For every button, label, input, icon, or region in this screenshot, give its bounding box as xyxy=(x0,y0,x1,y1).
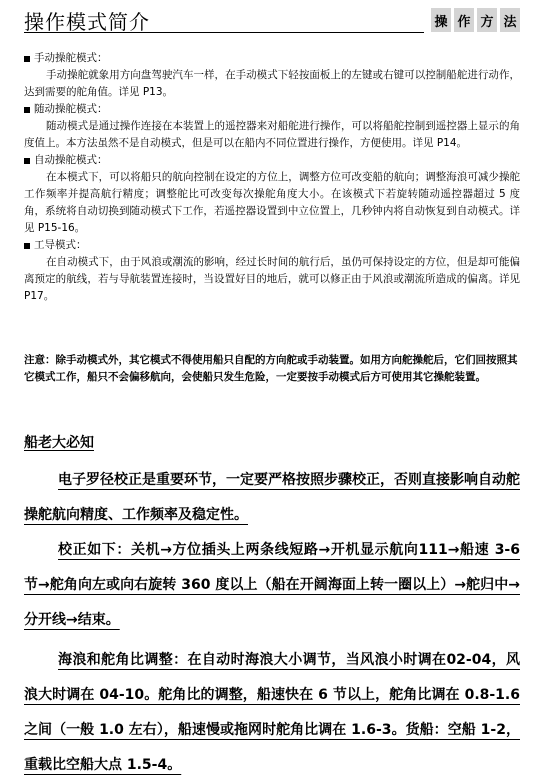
section-body: 随动模式是通过操作连接在本装置上的遥控器来对船舵进行操作，可以将船舵控制到遥控器上显示的角度值上。本方法虽然不是自动模式，但是可以在船内不同位置进行操作，方便使用。详见 P14。 xyxy=(24,120,520,149)
mode-section xyxy=(24,50,520,101)
page-title: 操作模式简介 xyxy=(24,10,150,34)
warning-note: 注意：除手动模式外，其它模式不得使用船只自配的方向舵或手动装置。如用方向舵操舵后，它们回按照其它模式工作，船只不会偏移航向，会使船只发生危险，一定要按手动模式后方可使用其它操舵装置。 xyxy=(24,354,518,383)
tab-char: 方 xyxy=(477,8,497,32)
page-header xyxy=(24,6,520,36)
square-bullet-icon xyxy=(24,107,30,113)
mode-section xyxy=(24,237,520,305)
captain-heading: 船老大必知 xyxy=(24,435,94,451)
section-heading xyxy=(24,50,520,67)
calibration-steps-paragraph: 校正如下：关机→方位插头上两条线短路→开机显示航向111→船速 3-6 节→舵角向左或向右旋转 360 度以上（船在开阔海面上转一圈以上）→舵归中→分开线→结束。 xyxy=(24,542,520,628)
section-heading xyxy=(24,101,520,118)
tab-char: 操 xyxy=(431,8,451,32)
section-heading-text: 随动操舵模式： xyxy=(34,103,108,115)
compass-calibration-paragraph: 电子罗径校正是重要环节，一定要严格按照步骤校正，否则直接影响自动舵操舵航向精度、工作频率及稳定性。 xyxy=(24,472,520,523)
tab-char: 作 xyxy=(454,8,474,32)
section-heading-text: 工导模式： xyxy=(34,239,87,251)
mode-sections xyxy=(24,50,520,305)
square-bullet-icon xyxy=(24,243,30,249)
section-body: 在自动模式下，由于风浪或潮流的影响，经过长时间的航行后，虽仍可保持设定的方位，但是却可能偏离预定的航线，若与导航装置连接时，当设置好目的地后，就可以修正由于风浪或潮流所造成的偏离。详见 P17。 xyxy=(24,256,520,302)
mode-section xyxy=(24,101,520,152)
section-heading-text: 自动操舵模式： xyxy=(34,154,108,166)
section-heading xyxy=(24,152,520,169)
section-tabs xyxy=(431,8,520,32)
section-body: 手动操舵就象用方向盘驾驶汽车一样，在手动模式下轻按面板上的左键或右键可以控制船舵进行动作，达到需要的舵角值。详见 P13。 xyxy=(24,69,520,98)
section-body: 在本模式下，可以将船只的航向控制在设定的方位上，调整方位可改变船的航向；调整海浪可减少操舵工作频率并提高航行精度；调整舵比可改变每次操舵角度大小。在该模式下若旋转随动遥控器超过 5 度角，系统将自动切换到随动模式下工作，若遥控器设置到中立位置上，几秒钟内将自动恢复到自动模式。详见 P15-16。 xyxy=(24,171,520,234)
square-bullet-icon xyxy=(24,158,30,164)
tab-char: 法 xyxy=(500,8,520,32)
title-rule xyxy=(24,32,424,33)
rudder-ratio-paragraph: 海浪和舵角比调整：在自动时海浪大小调节，当风浪小时调在02-04，风浪大时调在 04-10。舵角比的调整，船速快在 6 节以上，舵角比调在 0.8-1.6 之间（一般 1.0 左右），船速慢或拖网时舵角比调在 1.6-3。货船：空船 1-2，重载比空船大点 1.5-4。 xyxy=(24,652,520,773)
section-heading-text: 手动操舵模式： xyxy=(34,52,108,64)
mode-section xyxy=(24,152,520,237)
square-bullet-icon xyxy=(24,56,30,62)
section-heading xyxy=(24,237,520,254)
